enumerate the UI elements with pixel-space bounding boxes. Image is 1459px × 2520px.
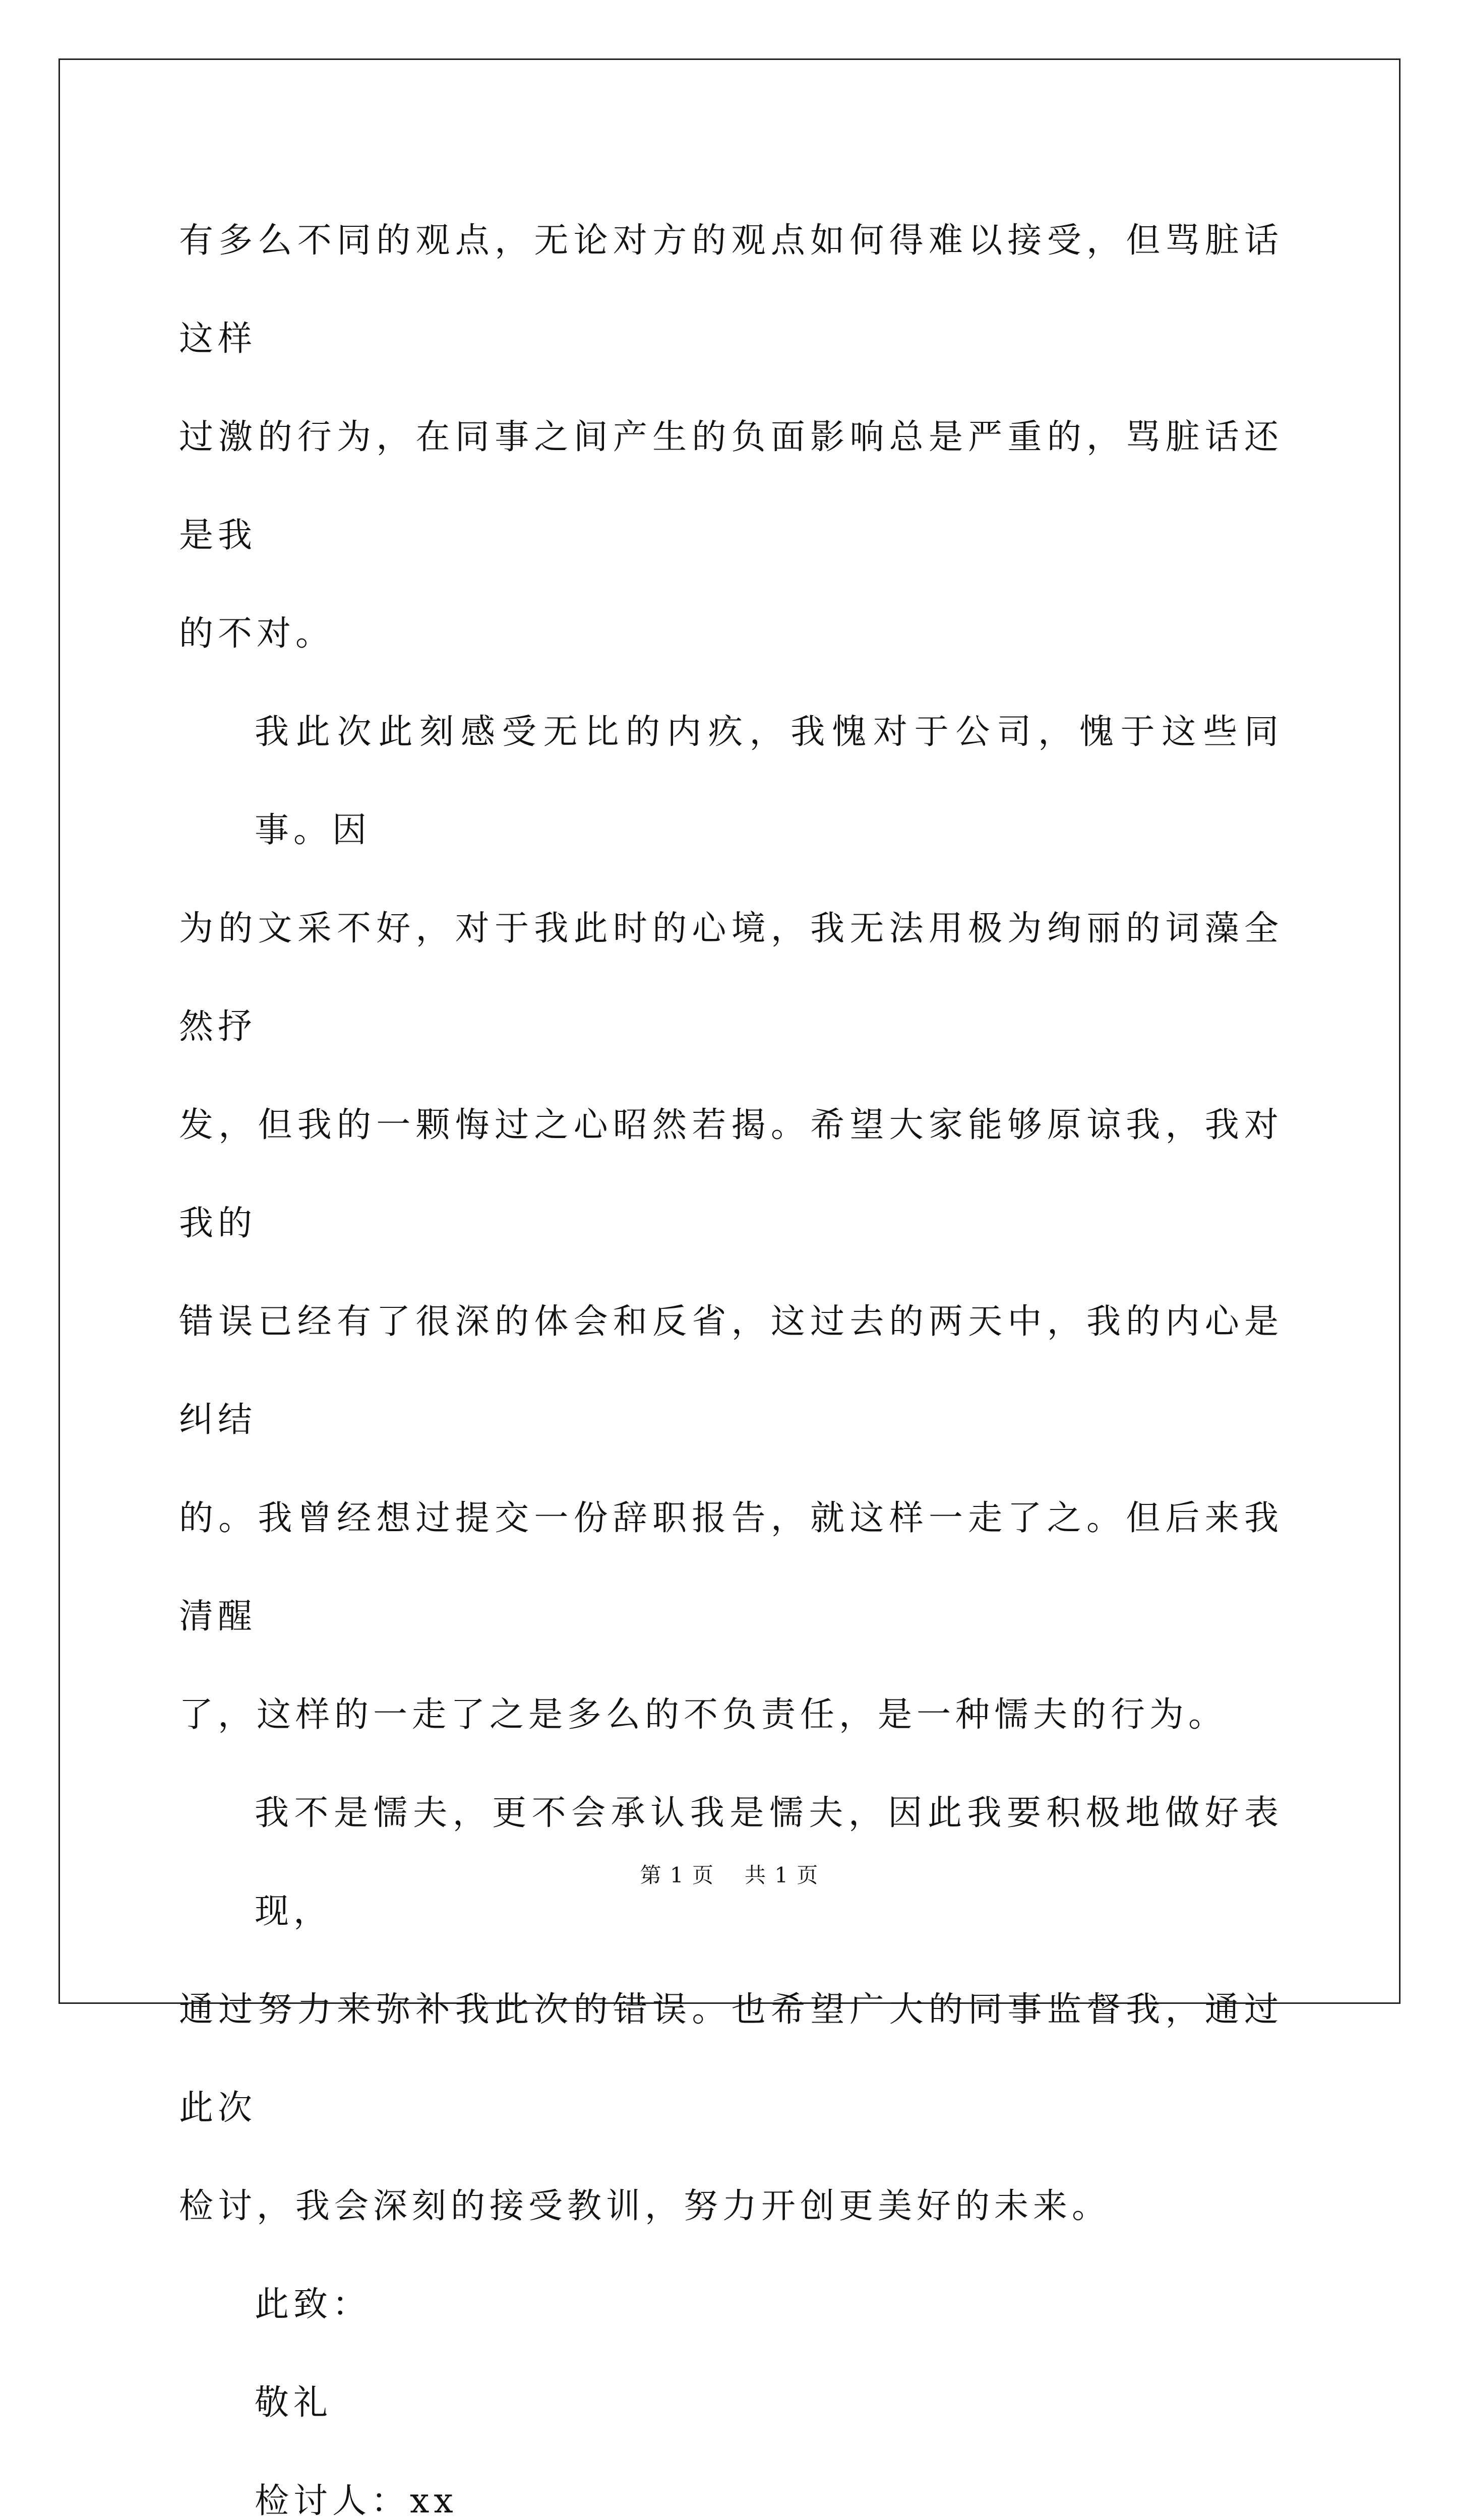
text-line: 了，这样的一走了之是多么的不负责任，是一种懦夫的行为。 — [179, 1695, 1228, 1735]
paragraph-3 — [179, 1764, 1283, 2255]
text-line: 我此次此刻感受无比的内疚，我愧对于公司，愧于这些同事。因 — [255, 712, 1283, 850]
text-line: 错误已经有了很深的体会和反省，这过去的两天中，我的内心是纠结 — [179, 1302, 1283, 1440]
signer: 检讨人：xx — [255, 2481, 458, 2520]
page-footer — [0, 1859, 1459, 1889]
text-line: 有多么不同的观点，无论对方的观点如何得难以接受，但骂脏话这样 — [179, 221, 1283, 359]
text-line: 发，但我的一颗悔过之心昭然若揭。希望大家能够原谅我，我对我的 — [179, 1105, 1283, 1243]
text-line: 过激的行为，在同事之间产生的负面影响总是严重的，骂脏话还是我 — [179, 417, 1283, 555]
document-body — [179, 192, 1283, 2520]
text-line: 我不是懦夫，更不会承认我是懦夫，因此我要积极地做好表现， — [255, 1793, 1283, 1931]
text-line: 的不对。 — [179, 614, 335, 654]
text-line: 为的文采不好，对于我此时的心境，我无法用极为绚丽的词藻全然抒 — [179, 909, 1283, 1047]
page-number: 第 1 页 — [640, 1863, 714, 1887]
text-line: 检讨，我会深刻的接受教训，努力开创更美好的未来。 — [179, 2186, 1111, 2226]
paragraph-1 — [179, 192, 1283, 683]
text-line: 的。我曾经想过提交一份辞职报告，就这样一走了之。但后来我清醒 — [179, 1498, 1283, 1636]
closing-regards: 敬礼 — [255, 2383, 333, 2423]
text-line: 通过努力来弥补我此次的错误。也希望广大的同事监督我，通过此次 — [179, 1990, 1283, 2128]
closing-salutation: 此致： — [255, 2285, 372, 2324]
paragraph-2 — [179, 683, 1283, 1764]
page-total: 共 1 页 — [745, 1863, 819, 1887]
